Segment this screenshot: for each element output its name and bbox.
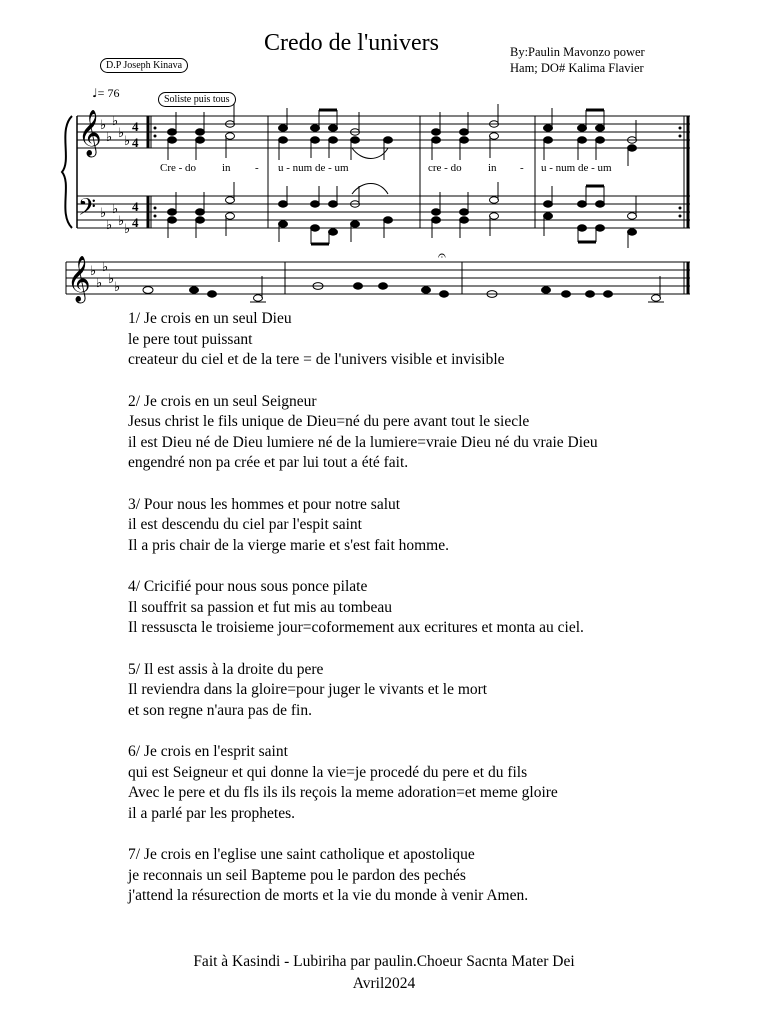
lyric-syllable: Cre - do	[160, 162, 197, 174]
svg-text:𝄞: 𝄞	[78, 110, 102, 156]
solo-notes	[143, 276, 664, 302]
verse-line: qui est Seigneur et qui donne la vie=je procedé du pere et du fils	[128, 763, 528, 781]
verse-6	[128, 742, 738, 824]
verse-line: il est Dieu né de Dieu lumiere né de la lumiere=vraie Dieu né du vraie Dieu	[128, 433, 598, 451]
verse-line: 1/ Je crois en un seul Dieu	[128, 310, 292, 327]
svg-text:♭: ♭	[102, 260, 109, 275]
svg-text:4: 4	[132, 119, 139, 134]
svg-text:𝄢: 𝄢	[78, 193, 97, 226]
verses-section	[128, 309, 738, 928]
time-signature	[132, 119, 139, 230]
verse-line: il a parlé par les prophetes.	[128, 804, 295, 822]
verse-line: Il ressuscta le troisieme jour=coformement aux ecritures et monta au ciel.	[128, 619, 584, 636]
quarter-note-icon: ♩	[92, 86, 98, 100]
page-title: Credo de l'univers	[264, 30, 439, 56]
verse-2	[128, 392, 738, 474]
svg-text:4: 4	[132, 215, 139, 230]
solo-staff	[66, 262, 690, 294]
bass-clef-icon	[78, 193, 96, 226]
verse-1	[128, 309, 738, 371]
composer-tag: D.P Joseph Kinava	[100, 58, 188, 73]
svg-text:♭: ♭	[100, 118, 107, 133]
lyric-syllable: -	[520, 162, 524, 174]
lyric-syllable: u - num de - um	[278, 162, 349, 174]
svg-text:4: 4	[132, 199, 139, 214]
verse-line: Avec le pere et du fls ils ils reçois la meme adoration=et meme gloire	[128, 784, 558, 801]
page-footer	[0, 951, 768, 995]
verse-line: Jesus christ le fils unique de Dieu=né du pere avant tout le siecle	[128, 413, 530, 430]
svg-text:♭: ♭	[96, 276, 103, 291]
svg-text:♭: ♭	[112, 202, 119, 217]
svg-text:♭: ♭	[112, 114, 119, 129]
lyric-syllable: -	[255, 162, 259, 174]
svg-text:𝄐: 𝄐	[438, 248, 446, 264]
verse-line: Il a pris chair de la vierge marie et s'est fait homme.	[128, 536, 449, 554]
verse-5	[128, 660, 738, 722]
verse-line: 3/ Pour nous les hommes et pour notre salut	[128, 495, 401, 513]
svg-text:♭: ♭	[114, 280, 121, 295]
svg-text:♭: ♭	[124, 222, 131, 237]
verse-line: 4/ Cricifié pour nous sous ponce pilate	[128, 578, 368, 595]
lyric-syllable: in	[488, 162, 497, 174]
bass-notes	[168, 182, 637, 248]
svg-text:♭: ♭	[100, 206, 107, 221]
verse-line: 6/ Je crois en l'esprit saint	[128, 743, 288, 760]
slurs	[352, 148, 388, 194]
svg-text:♭: ♭	[108, 272, 115, 287]
verse-line: 7/ Je crois en l'eglise une saint catholique et apostolique	[128, 846, 475, 863]
svg-text:♭: ♭	[90, 264, 97, 279]
svg-text:4: 4	[132, 135, 139, 150]
treble-clef-icon	[78, 110, 102, 158]
fermata-icon	[438, 248, 446, 264]
verse-line: je reconnais un seil Bapteme pou le pardon des pechés	[128, 866, 466, 884]
lyric-syllable: u - num de - um	[541, 162, 612, 174]
footer-credit: Fait à Kasindi - Lubiriha par paulin.Choeur Sacnta Mater Dei	[193, 953, 575, 970]
footer-date: Avril2024	[352, 975, 416, 992]
svg-text:♭: ♭	[118, 126, 125, 141]
verse-line: Il souffrit sa passion et fut mis au tombeau	[128, 598, 393, 616]
performance-direction: Soliste puis tous	[158, 92, 236, 107]
verse-line: 5/ Il est assis à la droite du pere	[128, 660, 324, 678]
lyric-syllable: cre - do	[428, 162, 462, 174]
verse-line: engendré non pa crée et par lui tout a été fait.	[128, 454, 409, 471]
svg-text:♭: ♭	[106, 130, 113, 145]
verse-7	[128, 845, 738, 907]
verse-4	[128, 577, 738, 639]
author-line-1: By:Paulin Mavonzo power	[510, 45, 645, 59]
verse-3	[128, 495, 738, 557]
grand-staff-brace	[62, 116, 72, 228]
verse-line: le pere tout puissant	[128, 330, 253, 348]
svg-text:♭: ♭	[124, 134, 131, 149]
solo-treble-clef-icon	[67, 256, 91, 304]
music-score	[0, 0, 768, 310]
svg-text:♭: ♭	[118, 214, 125, 229]
verse-line: createur du ciel et de la tere = de l'univers visible et invisible	[128, 351, 505, 368]
treble-notes	[168, 104, 637, 166]
lyric-syllable: in	[222, 162, 231, 174]
verse-line: il est descendu du ciel par l'espit saint	[128, 516, 362, 533]
tempo-value: = 76	[97, 86, 120, 100]
svg-text:♭: ♭	[106, 218, 113, 233]
verse-line: et son regne n'aura pas de fin.	[128, 701, 312, 719]
svg-text:𝄞: 𝄞	[67, 256, 91, 302]
author-line-2: Ham; DO# Kalima Flavier	[510, 61, 644, 75]
verse-line: Il reviendra dans la gloire=pour juger le vivants et le mort	[128, 681, 488, 698]
verse-line: 2/ Je crois en un seul Seigneur	[128, 392, 317, 410]
verse-line: j'attend la résurection de morts et la vie du monde à venir Amen.	[128, 887, 529, 904]
